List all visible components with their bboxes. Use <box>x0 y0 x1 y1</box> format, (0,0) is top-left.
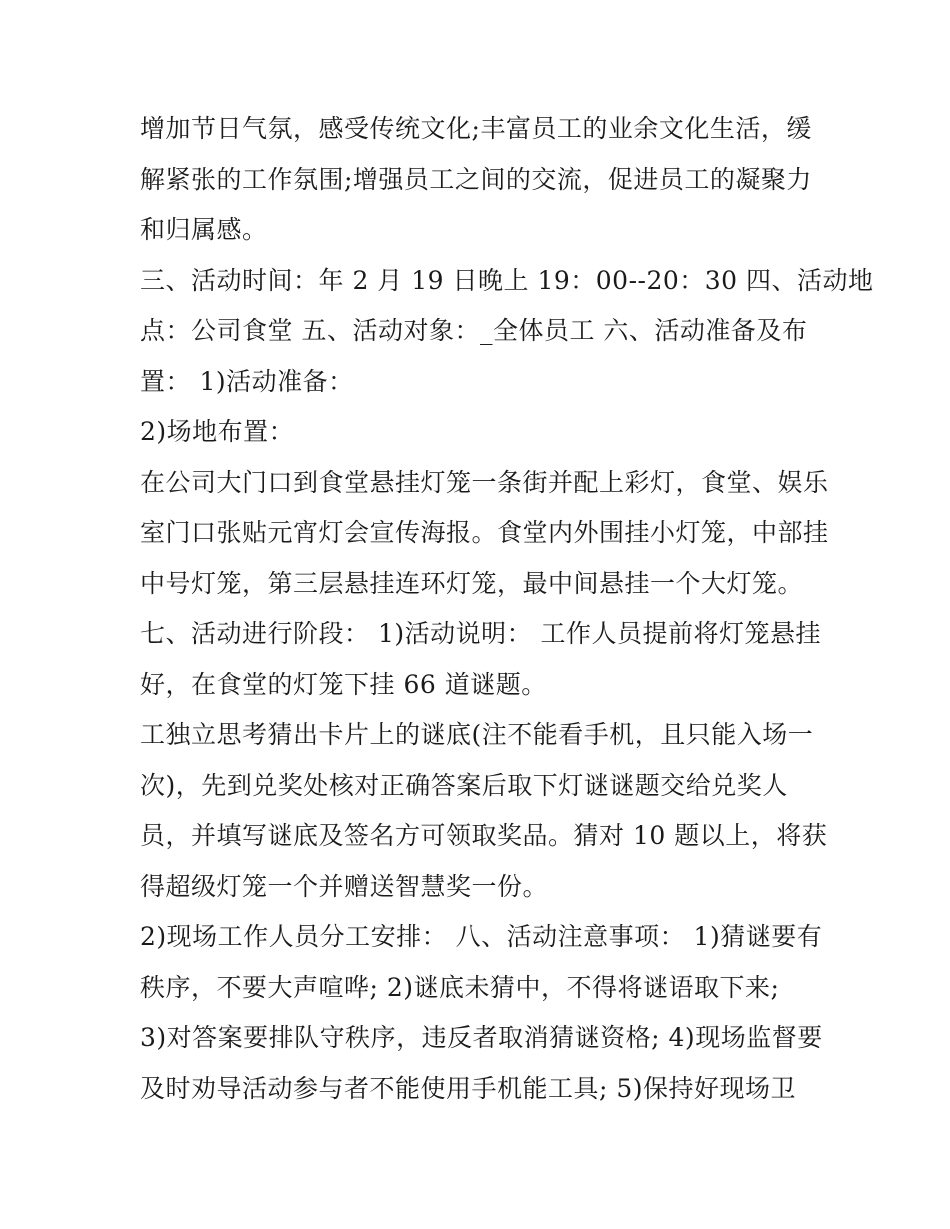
text-line: 和归属感。 <box>140 215 268 244</box>
text-line: 秩序，不要大声喧哗; 2)谜底未猜中，不得将谜语取下来; <box>140 973 780 1002</box>
text-line: 好，在食堂的灯笼下挂 66 道谜题。 <box>140 670 547 699</box>
text-line: 得超级灯笼一个并赠送智慧奖一份。 <box>140 872 549 901</box>
text-line: 室门口张贴元宵灯会宣传海报。食堂内外围挂小灯笼，中部挂 <box>140 518 829 547</box>
text-line: 三、活动时间：年 2 月 19 日晚上 19：00--20：30 四、活动地 <box>140 266 874 295</box>
text-line: 点：公司食堂 五、活动对象：_全体员工 六、活动准备及布 <box>140 316 808 345</box>
text-line: 增加节日气氛，感受传统文化;丰富员工的业余文化生活，缓 <box>140 114 812 143</box>
text-line: 解紧张的工作氛围;增强员工之间的交流，促进员工的凝聚力 <box>140 165 812 194</box>
text-line: 员，并填写谜底及签名方可领取奖品。猜对 10 题以上，将获 <box>140 821 828 850</box>
text-line: 中号灯笼，第三层悬挂连环灯笼，最中间悬挂一个大灯笼。 <box>140 569 804 598</box>
text-line: 置： 1)活动准备： <box>140 367 354 396</box>
text-line: 七、活动进行阶段： 1)活动说明： 工作人员提前将灯笼悬挂 <box>140 619 822 648</box>
text-line: 工独立思考猜出卡片上的谜底(注不能看手机，且只能入场一 <box>140 720 814 749</box>
text-line: 3)对答案要排队守秩序，违反者取消猜谜资格; 4)现场监督要 <box>140 1023 823 1052</box>
text-line: 次)，先到兑奖处核对正确答案后取下灯谜谜题交给兑奖人 <box>140 771 788 800</box>
text-line: 在公司大门口到食堂悬挂灯笼一条街并配上彩灯，食堂、娱乐 <box>140 468 829 497</box>
text-line: 2)现场工作人员分工安排： 八、活动注意事项： 1)猜谜要有 <box>140 922 823 951</box>
text-line: 2)场地布置： <box>140 417 295 446</box>
text-line: 及时劝导活动参与者不能使用手机能工具; 5)保持好现场卫 <box>140 1074 797 1103</box>
